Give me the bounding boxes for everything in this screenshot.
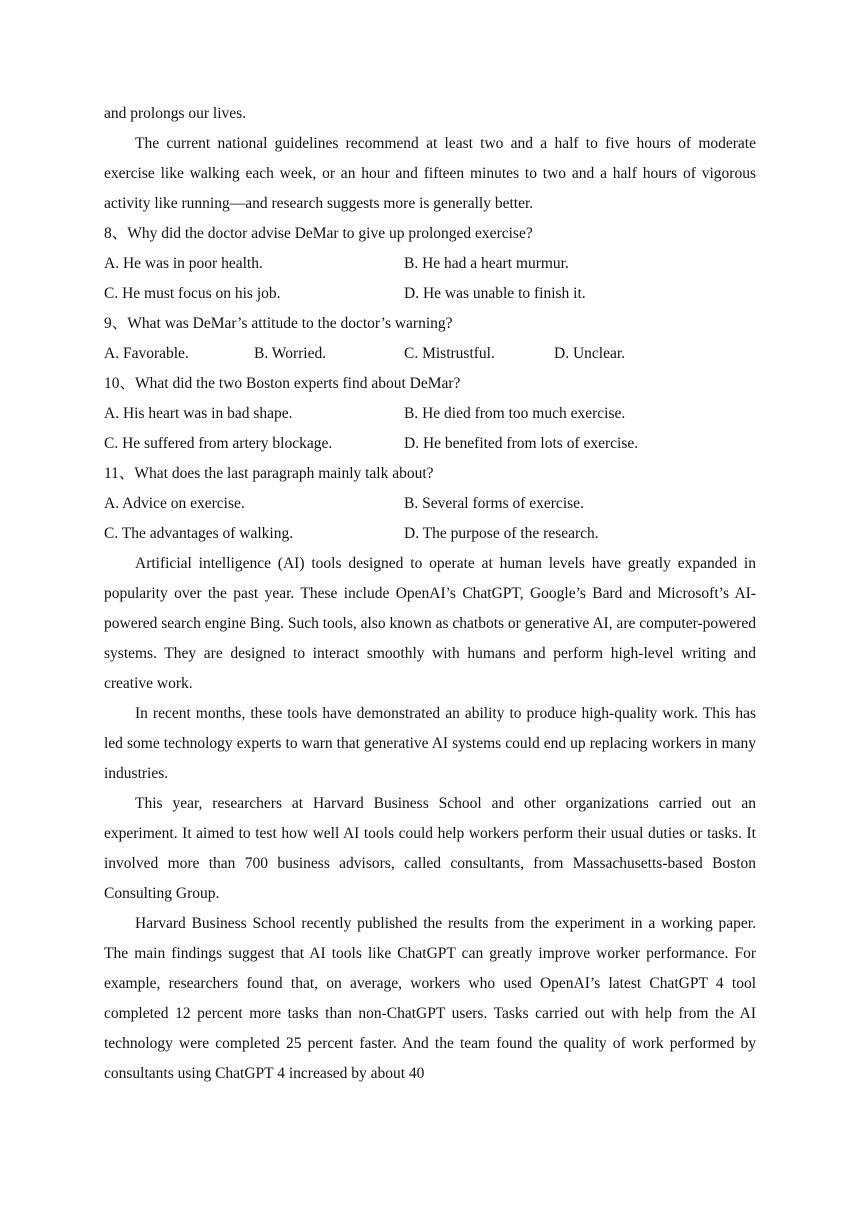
ai-paragraph-2: In recent months, these tools have demonstrated an ability to produce high-quality work. This has led some technology experts to warn that generative AI systems could end up replacing workers in many industries.	[104, 705, 756, 782]
option-row	[104, 429, 756, 459]
question-9	[104, 309, 756, 369]
option-d: D. Unclear.	[554, 345, 626, 362]
option-row	[104, 489, 756, 519]
option-a: A. He was in poor health.	[104, 255, 263, 272]
option-a: A. Advice on exercise.	[104, 495, 245, 512]
option-c: C. He suffered from artery blockage.	[104, 435, 333, 452]
option-b: B. Several forms of exercise.	[404, 495, 584, 512]
exercise-guidelines-paragraph: The current national guidelines recommend at least two and a half to five hours of moderate exercise like walking each week, or an hour and fifteen minutes to two and a half hours of vigorous activity like running—and research suggests more is generally better.	[104, 135, 756, 212]
option-b: B. He died from too much exercise.	[404, 405, 626, 422]
option-b: B. He had a heart murmur.	[404, 255, 569, 272]
ai-paragraph-4: Harvard Business School recently published the results from the experiment in a working paper. The main findings suggest that AI tools like ChatGPT can greatly improve worker performance. For example, researchers found that, on average, workers who used OpenAI’s latest ChatGPT 4 tool completed 12 percent more tasks than non-ChatGPT users. Tasks carried out with help from the AI technology were completed 25 percent faster. And the team found the quality of work performed by consultants using ChatGPT 4 increased by about 40	[104, 915, 756, 1082]
option-c: C. Mistrustful.	[404, 345, 495, 362]
ai-paragraph-1: Artificial intelligence (AI) tools designed to operate at human levels have greatly expanded in popularity over the past year. These include OpenAI’s ChatGPT, Google’s Bard and Microsoft’s AI-powered search engine Bing. Such tools, also known as chatbots or generative AI, are computer-powered systems. They are designed to interact smoothly with humans and perform high-level writing and creative work.	[104, 555, 756, 692]
option-row	[104, 399, 756, 429]
question-stem: 11、What does the last paragraph mainly talk about?	[104, 465, 434, 482]
option-a: A. His heart was in bad shape.	[104, 405, 293, 422]
document-page	[104, 99, 756, 1089]
question-8	[104, 219, 756, 309]
option-row	[104, 249, 756, 279]
option-d: D. He was unable to finish it.	[404, 285, 586, 302]
question-stem: 10、What did the two Boston experts find about DeMar?	[104, 375, 461, 392]
option-row	[104, 279, 756, 309]
option-row	[104, 519, 756, 549]
ai-paragraph-3: This year, researchers at Harvard Business School and other organizations carried out an experiment. It aimed to test how well AI tools could help workers perform their usual duties or tasks. It involved more than 700 business advisors, called consultants, from Massachusetts-based Boston Consulting Group.	[104, 795, 756, 902]
option-row	[104, 339, 756, 369]
question-11	[104, 459, 756, 549]
option-c: C. The advantages of walking.	[104, 525, 294, 542]
option-b: B. Worried.	[254, 345, 327, 362]
option-c: C. He must focus on his job.	[104, 285, 281, 302]
option-d: D. The purpose of the research.	[404, 525, 599, 542]
question-stem: 8、Why did the doctor advise DeMar to give up prolonged exercise?	[104, 225, 533, 242]
question-stem: 9、What was DeMar’s attitude to the doctor’s warning?	[104, 315, 453, 332]
question-10	[104, 369, 756, 459]
passage-continuation: and prolongs our lives.	[104, 105, 247, 122]
option-d: D. He benefited from lots of exercise.	[404, 435, 639, 452]
option-a: A. Favorable.	[104, 345, 189, 362]
